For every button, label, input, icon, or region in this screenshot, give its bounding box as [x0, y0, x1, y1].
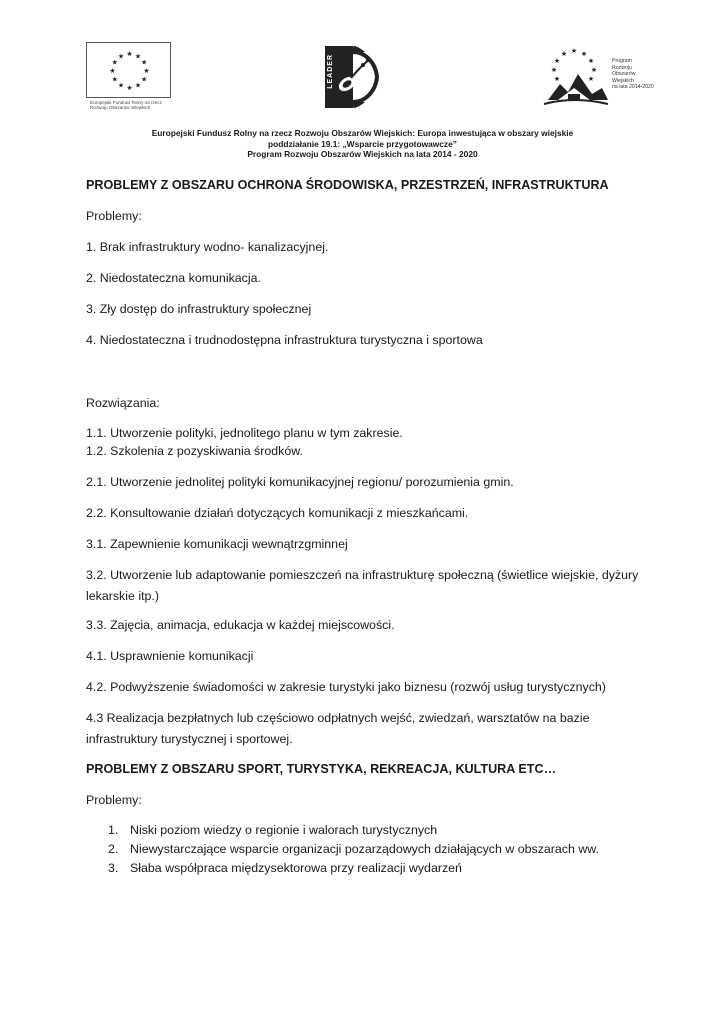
- prow-caption: [612, 58, 656, 91]
- list-item: [0, 823, 725, 838]
- section1-problems-label: Problemy:: [86, 209, 142, 223]
- list-item: [0, 861, 725, 876]
- solution-item: 4.2. Podwyższenie świadomości w zakresie turystyki jako biznesu (rozwój usług turystycznych): [86, 680, 606, 694]
- solution-item: 3.2. Utworzenie lub adaptowanie pomieszczeń na infrastrukturę społeczną (świetlice wiejskie, dyżury lekarskie itp.): [86, 568, 639, 603]
- document-header: [0, 128, 725, 160]
- solution-item: 2.1. Utworzenie jednolitej polityki komunikacyjnej regionu/ porozumienia gmin.: [86, 475, 514, 489]
- svg-text:★: ★: [580, 50, 588, 58]
- svg-text:★: ★: [143, 67, 150, 75]
- svg-text:★: ★: [141, 75, 148, 84]
- header-line: poddziałanie 19.1: „Wsparcie przygotowawcze”: [268, 138, 457, 149]
- svg-text:★: ★: [587, 75, 595, 83]
- section2-title: PROBLEMY Z OBSZARU SPORT, TURYSTYKA, REKREACJA, KULTURA ETC…: [86, 762, 557, 776]
- prow-line: Program: [612, 58, 632, 64]
- svg-text:★: ★: [570, 47, 578, 55]
- prow-line: na lata 2014-2020: [612, 84, 654, 91]
- svg-text:★: ★: [590, 66, 598, 74]
- header-line: Europejski Fundusz Rolny na rzecz Rozwoju Obszarów Wiejskich: Europa inwestująca w obszary wiejskie: [151, 128, 574, 138]
- svg-text:★: ★: [141, 58, 148, 67]
- leader-logo: [323, 44, 381, 110]
- problem-item: 2. Niedostateczna komunikacja.: [86, 271, 261, 285]
- list-item: [0, 842, 725, 857]
- section1-solutions-label: Rozwiązania:: [86, 396, 160, 410]
- svg-text:★: ★: [111, 58, 118, 67]
- svg-text:★: ★: [134, 52, 142, 61]
- list-number: 2.: [108, 842, 119, 856]
- list-text: Słaba współpraca międzysektorowa przy realizacji wydarzeń: [130, 861, 462, 875]
- problem-item: 1. Brak infrastruktury wodno- kanalizacyjnej.: [86, 240, 329, 254]
- svg-text:★: ★: [560, 50, 568, 58]
- solution-item: 4.1. Usprawnienie komunikacji: [86, 649, 254, 663]
- list-number: 1.: [108, 823, 119, 837]
- solution-item: 2.2. Konsultowanie działań dotyczących komunikacji z mieszkańcami.: [86, 506, 469, 520]
- svg-text:★: ★: [109, 67, 116, 75]
- svg-text:★: ★: [587, 57, 595, 65]
- solution-item: 4.3 Realizacja bezpłatnych lub częściowo odpłatnych wejść, zwiedzań, warsztatów na bazie infrastruktury turystycznej i sportowej.: [86, 711, 590, 746]
- solution-item: 3.1. Zapewnienie komunikacji wewnątrzgminnej: [86, 537, 348, 551]
- svg-text:★: ★: [111, 75, 118, 84]
- problem-item: 3. Zły dostęp do infrastruktury społecznej: [86, 302, 312, 316]
- section2-problems-label: Problemy:: [86, 793, 142, 807]
- svg-text:★: ★: [553, 57, 561, 65]
- solution-item: 1.2. Szkolenia z pozyskiwania środków.: [86, 444, 303, 458]
- list-number: 3.: [108, 861, 119, 875]
- section1-title: PROBLEMY Z OBSZARU OCHRONA ŚRODOWISKA, PRZESTRZEŃ, INFRASTRUKTURA: [86, 178, 609, 192]
- solution-item: 3.3. Zajęcia, animacja, edukacja w każdej miejscowości.: [86, 618, 395, 632]
- list-text: Niski poziom wiedzy o regionie i walorach turystycznych: [130, 823, 438, 837]
- solution-item: 1.1. Utworzenie polityki, jednolitego planu w tym zakresie.: [86, 426, 403, 440]
- problem-item: 4. Niedostateczna i trudnodostępna infrastruktura turystyczna i sportowa: [86, 333, 483, 347]
- svg-text:★: ★: [126, 84, 133, 92]
- header-line: Program Rozwoju Obszarów Wiejskich na lata 2014 - 2020: [247, 149, 478, 160]
- eu-flag-logo: [86, 42, 171, 116]
- leader-text: LEADER: [327, 54, 334, 89]
- svg-text:★: ★: [117, 52, 125, 61]
- list-text: Niewystarczające wsparcie organizacji pozarządowych działających w obszarach ww.: [130, 842, 599, 856]
- svg-text:★: ★: [126, 50, 133, 58]
- prow-emblem-icon: [538, 44, 612, 110]
- prow-line: Wiejskich: [612, 77, 634, 84]
- eu-caption: Europejski Fundusz Rolny na rzecz Rozwoju Obszarów Wiejskich: [90, 100, 163, 111]
- svg-text:★: ★: [117, 81, 125, 90]
- svg-text:★: ★: [553, 75, 561, 83]
- svg-text:★: ★: [134, 81, 142, 90]
- eu-stars-icon: [86, 42, 171, 98]
- prow-logo: [538, 44, 654, 110]
- prow-line: Obszarów: [612, 71, 636, 78]
- svg-text:★: ★: [550, 66, 558, 74]
- prow-line: Rozwoju: [612, 64, 632, 71]
